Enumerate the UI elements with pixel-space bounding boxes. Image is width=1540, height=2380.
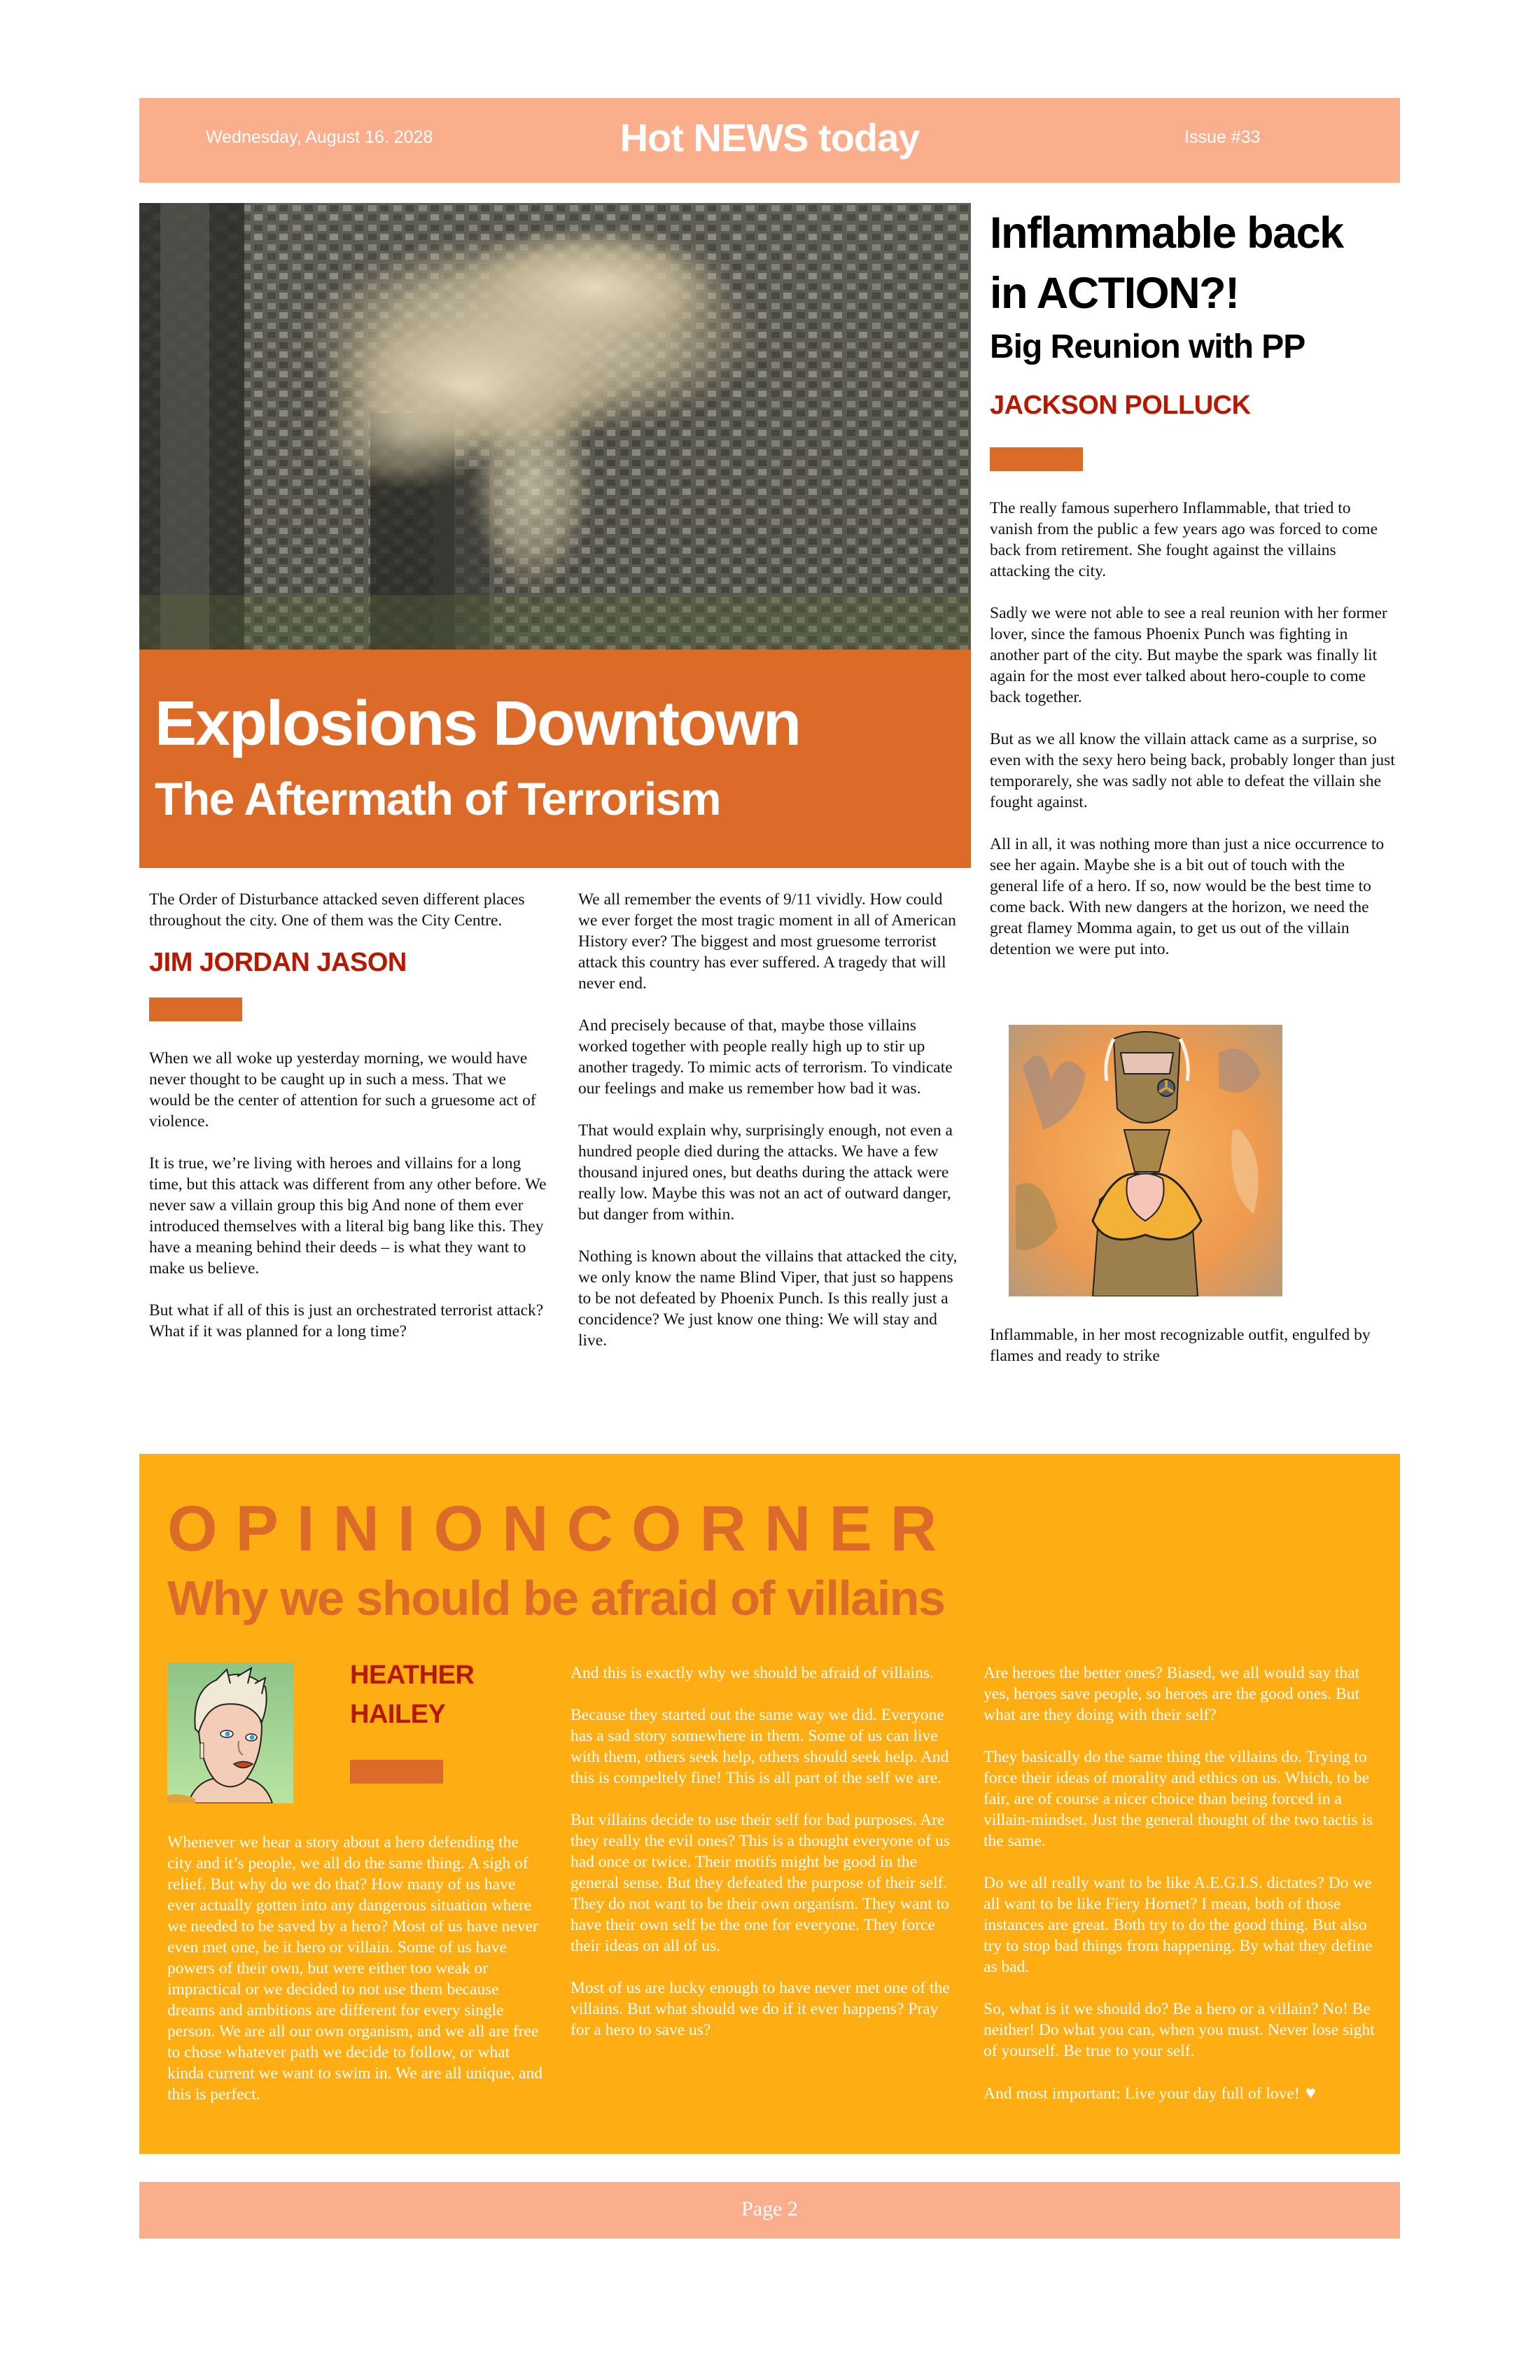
paragraph: All in all, it was nothing more than just a nice occurrence to see her again. Maybe she is a bit out of touch with the general life of a hero. If so, now would be the best time to come back. With new dangers at the horizon, we need the great flamey Momma again, to get us out of the villain detention we were put into. — [990, 835, 1385, 958]
author-divider-bar — [149, 997, 242, 1021]
side-article — [990, 203, 1396, 981]
main-article-column-right — [578, 889, 960, 1372]
paragraph: Because they started out the same way we did. Everyone has a sad story somewhere in them. Some of us can live with them, others seek help, others should seek help. And this is compeltely fine! This is all part of the self we are. — [570, 1706, 949, 1787]
paragraph: But villains decide to use their self for bad purposes. Are they really the evil ones? This is a thought everyone of us had once or twice. Their motifs might be good in the general sense. But they defeated the purpose of their self. They do not want to be their own organism. They want to have their own self be the one for everyone. They force their ideas on all of us. — [570, 1811, 950, 1955]
author-divider-bar — [990, 447, 1083, 471]
paragraph: It is true, we’re living with heroes and villains for a long time, but this attack was different from any other before. We never saw a villain group this big And none of them ever introduced themselves with a literal big bang like this. They have a meaning behind their deeds – is what they want to make us believe. — [149, 1154, 547, 1278]
paragraph: They basically do the same thing the villains do. Trying to force their ideas of morality and ethics on us. Which, to be fair, are of course a nicer choice than being forced in a villain-mindset. Just the general thought of the two tactis is the same. — [983, 1748, 1373, 1850]
paragraph: When we all woke up yesterday morning, we would have never thought to be caught up in such a mess. That we would be the center of attention for such a gruesome act of violence. — [149, 1049, 536, 1130]
issue-date: Wednesday, August 16. 2028 — [206, 127, 433, 147]
newspaper-title: Hot NEWS today — [620, 115, 920, 160]
paragraph: Whenever we hear a story about a hero defending the city and it’s people, we all do the same thing. A sigh of relief. But why do we do that? How many of us have ever actually gotten into any dangerous situation where we needed to be saved by a hero? Most of us have never even met one, be it hero or villain. Some of us have powers of their own, but were either too weak or impractical or we decided to not use them because dreams and ambitions are different for every single person. We are all our own organism, and we all are free to chose whatever path we decide to follow, or what kinda current we want to swim in. We are all unique, and this is perfect. — [167, 1833, 543, 2104]
opinion-kicker: OPINIONCORNER — [167, 1493, 955, 1564]
opinion-headline: Why we should be afraid of villains — [167, 1571, 945, 1625]
side-headline-line2: in ACTION?! — [990, 269, 1239, 318]
paragraph: We all remember the events of 9/11 vividly. How could we ever forget the most tragic moment in all of American History ever? The biggest and most gruesome terrorist attack this country has ever suffered. A tragedy that will never end. — [578, 890, 956, 993]
closing-text: And most important: Live your day full of love! — [983, 2085, 1300, 2103]
issue-number: Issue #33 — [1184, 127, 1261, 147]
opinion-column-1 — [167, 1832, 545, 2126]
paragraph: But what if all of this is just an orchestrated terrorist attack? What if it was planned for a long time? — [149, 1301, 544, 1340]
main-subheadline: The Aftermath of Terrorism — [155, 773, 721, 825]
paragraph: Do we all really want to be like A.E.G.I.S. dictates? Do we all want to be like Fiery Hornet? I mean, both of those instances are great. Both try to do the good thing. But also try to stop bad things from happening. By what they define as bad. — [983, 1874, 1373, 1976]
page-footer — [139, 2182, 1400, 2239]
opinion-author-last-name: HAILEY — [350, 1700, 446, 1729]
paragraph: And this is exactly why we should be afraid of villains. — [570, 1664, 934, 1682]
opinion-author-first-name: HEATHER — [350, 1660, 475, 1690]
side-headline-line1: Inflammable back — [990, 209, 1343, 258]
side-article-author: JACKSON POLLUCK — [990, 391, 1251, 420]
masthead — [139, 98, 1400, 183]
opinion-column-3 — [983, 1662, 1376, 2125]
paragraph: And precisely because of that, maybe those villains worked together with people really high up to stir up another tragedy. To mimic acts of terrorism. To vindicate our feelings and make us remember how bad it was. — [578, 1016, 953, 1098]
closing-line — [983, 2082, 1376, 2104]
side-article-body — [990, 498, 1396, 960]
paragraph: Are heroes the better ones? Biased, we all would say that yes, heroes save people, so heroes are the good ones. But what are they doing with their self? — [983, 1664, 1360, 1724]
paragraph: But as we all know the villain attack came as a surprise, so even with the sexy hero being back, probably longer than just temporarely, she was sadly not able to defeat the villain she fought against. — [990, 730, 1395, 811]
heart-icon: ♥ — [1305, 2082, 1317, 2103]
paragraph: Sadly we were not able to see a real reunion with her former lover, since the famous Phoenix Punch was fighting in another part of the city. But maybe the spark was finally lit again for the most ever talked about hero-couple to come back together. — [990, 604, 1387, 706]
side-subheadline: Big Reunion with PP — [990, 328, 1306, 365]
opinion-corner — [139, 1454, 1400, 2154]
explosion-city-photo — [139, 203, 971, 650]
paragraph: So, what is it we should do? Be a hero or a villain? No! Be neither! Do what you can, when you must. Never lose sight of yourself. Be true to your self. — [983, 2000, 1375, 2060]
author-avatar — [167, 1662, 293, 1803]
paragraph: Nothing is known about the villains that attacked the city, we only know the name Blind Viper, that just so happens to be not defeated by Phoenix Punch. Is this really just a concidence? We just know one thing: We will stay and live. — [578, 1247, 958, 1350]
paragraph: Most of us are lucky enough to have never met one of the villains. But what should we do if it ever happens? Pray for a hero to save us? — [570, 1979, 950, 2039]
inflammable-hero-illustration — [1009, 1025, 1282, 1296]
main-article-author: JIM JORDAN JASON — [149, 948, 407, 977]
page-number: Page 2 — [741, 2197, 798, 2220]
opinion-author — [350, 1656, 490, 1734]
main-headline: Explosions Downtown — [155, 689, 800, 759]
author-divider-bar — [350, 1760, 443, 1784]
main-article-intro: The Order of Disturbance attacked seven different places throughout the city. One of them was the City Centre. — [149, 890, 525, 930]
paragraph: The really famous superhero Inflammable, that tried to vanish from the public a few years ago was forced to come back from retirement. She fought against the villains attacking the city. — [990, 499, 1378, 580]
paragraph: That would explain why, surprisingly enough, not even a hundred people died during the attacks. We have a few thousand injured ones, but deaths during the attack were really low. Maybe this was not an act of outward danger, but danger from within. — [578, 1121, 953, 1224]
illustration-caption: Inflammable, in her most recognizable outfit, engulfed by flames and ready to strike — [990, 1326, 1371, 1365]
main-headline-banner — [139, 650, 971, 868]
main-article-column-left — [149, 889, 548, 1363]
opinion-column-2 — [570, 1662, 952, 2062]
